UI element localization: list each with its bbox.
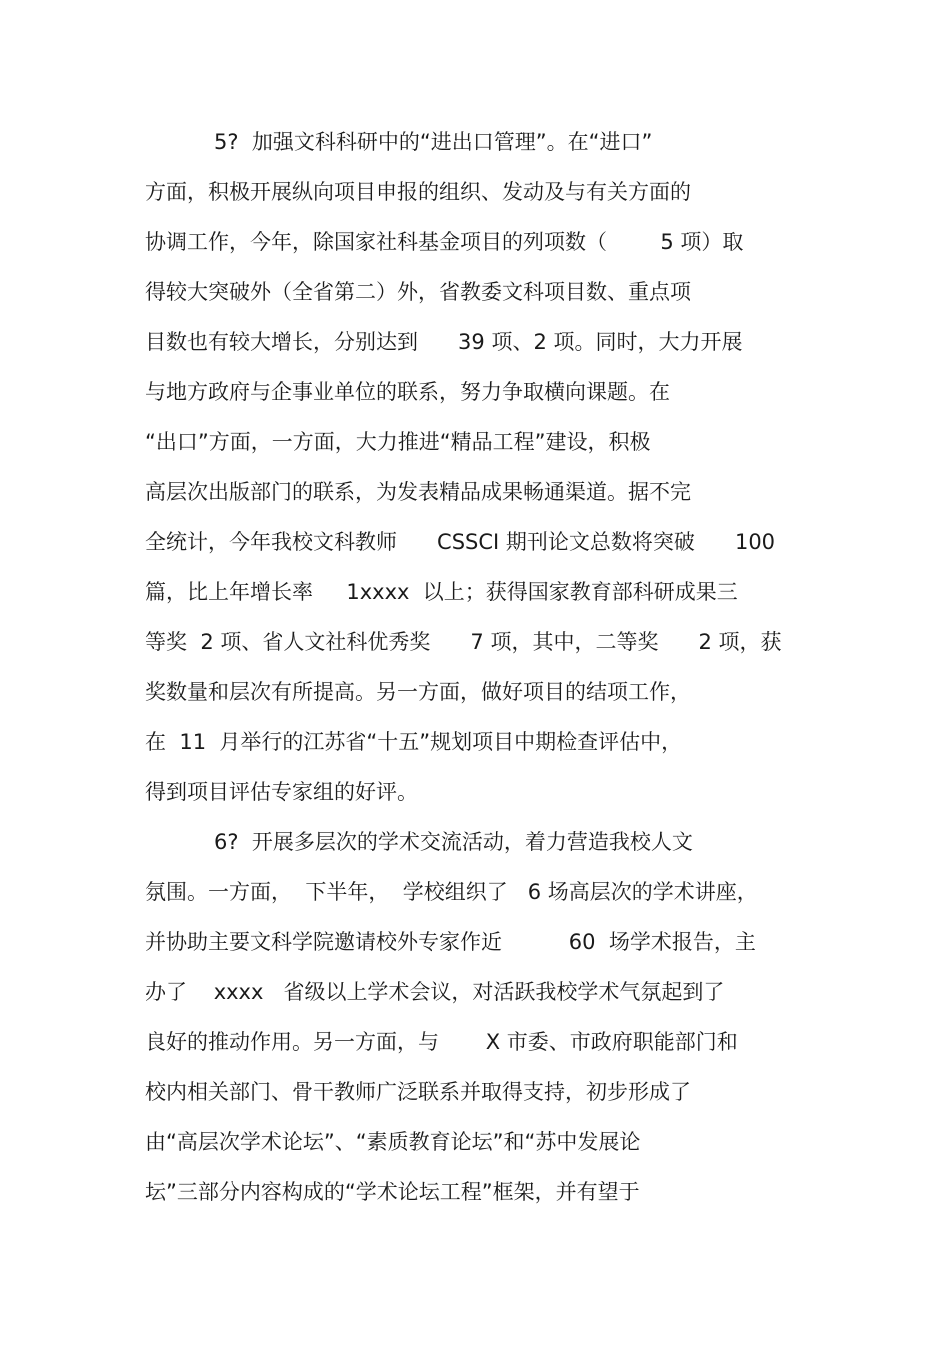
- paragraph-6-line-4: 办了 xxxx 省级以上学术会议，对活跃我校学术气氛起到了: [145, 980, 725, 1004]
- paragraph-5-line-12: 奖数量和层次有所提高。另一方面，做好项目的结项工作，: [145, 680, 691, 704]
- paragraph-5-line-10: 篇，比上年增长率 1xxxx 以上；获得国家教育部科研成果三: [145, 580, 738, 604]
- paragraph-5-line-5: 目数也有较大增长，分别达到 39 项、2 项。同时，大力开展: [145, 330, 743, 354]
- paragraph-6-line-5: 良好的推动作用。另一方面，与 X 市委、市政府职能部门和: [145, 1030, 738, 1054]
- paragraph-6-line-7: 由“高层次学术论坛”、“素质教育论坛”和“苏中发展论: [145, 1130, 641, 1154]
- paragraph-6-line-8: 坛”三部分内容构成的“学术论坛工程”框架，并有望于: [145, 1180, 640, 1204]
- paragraph-5-line-14: 得到项目评估专家组的好评。: [145, 780, 418, 804]
- paragraph-5-line-1: 5? 加强文科科研中的“进出口管理”。在“进口”: [214, 130, 653, 154]
- paragraph-6-line-2: 氛围。一方面， 下半年， 学校组织了 6 场高层次的学术讲座，: [145, 880, 758, 904]
- paragraph-6-line-3: 并协助主要文科学院邀请校外专家作近 60 场学术报告，主: [145, 930, 756, 954]
- paragraph-5-line-9: 全统计，今年我校文科教师 CSSCI 期刊论文总数将突破 100: [145, 530, 776, 554]
- paragraph-5-line-3: 协调工作，今年，除国家社科基金项目的列项数（ 5 项）取: [145, 230, 744, 254]
- paragraph-5-line-2: 方面，积极开展纵向项目申报的组织、发动及与有关方面的: [145, 180, 691, 204]
- paragraph-5-line-6: 与地方政府与企事业单位的联系，努力争取横向课题。在: [145, 380, 670, 404]
- paragraph-6-line-1: 6? 开展多层次的学术交流活动，着力营造我校人文: [214, 830, 693, 854]
- paragraph-6-line-6: 校内相关部门、骨干教师广泛联系并取得支持，初步形成了: [145, 1080, 691, 1104]
- paragraph-5-line-4: 得较大突破外（全省第二）外，省教委文科项目数、重点项: [145, 280, 691, 304]
- paragraph-5-line-8: 高层次出版部门的联系，为发表精品成果畅通渠道。据不完: [145, 480, 691, 504]
- paragraph-5-line-13: 在 11 月举行的江苏省“十五”规划项目中期检查评估中，: [145, 730, 683, 754]
- paragraph-5-line-11: 等奖 2 项、省人文社科优秀奖 7 项，其中，二等奖 2 项，获: [145, 630, 782, 654]
- paragraph-5-line-7: “出口”方面，一方面，大力推进“精品工程”建设，积极: [145, 430, 651, 454]
